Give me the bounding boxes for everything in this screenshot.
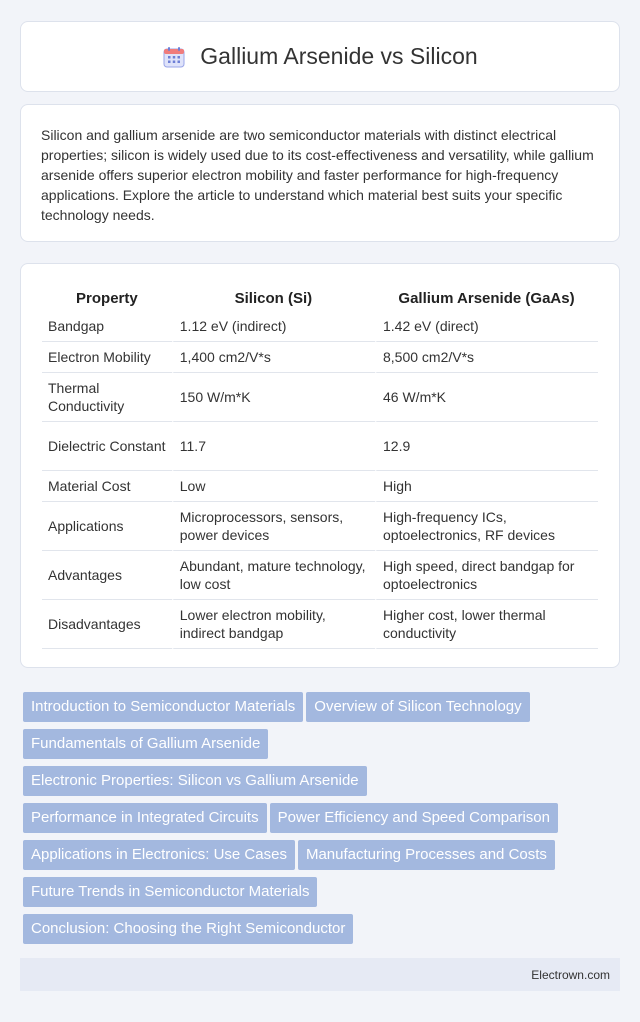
table-row bbox=[42, 373, 598, 422]
table-cell: Applications bbox=[42, 502, 172, 551]
table-row bbox=[42, 502, 598, 551]
tag-conclusion[interactable]: Conclusion: Choosing the Right Semiconductor bbox=[23, 914, 353, 944]
table-row bbox=[42, 311, 598, 342]
tag-silicon-overview[interactable]: Overview of Silicon Technology bbox=[306, 692, 529, 722]
table-row bbox=[42, 471, 598, 502]
footer bbox=[20, 958, 620, 991]
title-card bbox=[20, 21, 620, 92]
table-header-row bbox=[42, 284, 598, 311]
table-row bbox=[42, 342, 598, 373]
table-row bbox=[42, 551, 598, 600]
tag-manufacturing[interactable]: Manufacturing Processes and Costs bbox=[298, 840, 555, 870]
table-cell: Electron Mobility bbox=[42, 342, 172, 373]
table-cell: 1.42 eV (direct) bbox=[375, 311, 598, 342]
intro-text: Silicon and gallium arsenide are two semiconductor materials with distinct electrical properties; silicon is widely used due to its cost-effectiveness and versatility, while gallium arsenide offers superior electron mobility and faster performance for high-frequency applications. Explore the article to understand which material best suits your specific technology needs. bbox=[41, 127, 594, 223]
table-cell: 12.9 bbox=[375, 422, 598, 471]
table-cell: Dielectric Constant bbox=[42, 422, 172, 471]
table-header-cell: Property bbox=[76, 290, 138, 307]
table-cell: 8,500 cm2/V*s bbox=[375, 342, 598, 373]
table-cell: Material Cost bbox=[42, 471, 172, 502]
tag-future-trends[interactable]: Future Trends in Semiconductor Materials bbox=[23, 877, 317, 907]
comparison-table-card bbox=[20, 263, 620, 668]
table-cell: Disadvantages bbox=[42, 600, 172, 649]
table-cell: High speed, direct bandgap for optoelectronics bbox=[375, 551, 598, 600]
table-row bbox=[42, 422, 598, 471]
table-cell: 1,400 cm2/V*s bbox=[172, 342, 375, 373]
tag-electronic-properties[interactable]: Electronic Properties: Silicon vs Gallium Arsenide bbox=[23, 766, 367, 796]
tag-integrated-circuits[interactable]: Performance in Integrated Circuits bbox=[23, 803, 267, 833]
calendar-icon bbox=[162, 45, 186, 69]
table-cell: 46 W/m*K bbox=[375, 373, 598, 422]
tag-power-efficiency[interactable]: Power Efficiency and Speed Comparison bbox=[270, 803, 558, 833]
tag-introduction[interactable]: Introduction to Semiconductor Materials bbox=[23, 692, 303, 722]
page-title: Gallium Arsenide vs Silicon bbox=[200, 43, 478, 69]
table-cell: High-frequency ICs, optoelectronics, RF devices bbox=[375, 502, 598, 551]
table-row bbox=[42, 600, 598, 649]
table-cell: Lower electron mobility, indirect bandgap bbox=[172, 600, 375, 649]
tag-gaas-fundamentals[interactable]: Fundamentals of Gallium Arsenide bbox=[23, 729, 268, 759]
table-cell: 1.12 eV (indirect) bbox=[172, 311, 375, 342]
table-cell: 150 W/m*K bbox=[172, 373, 375, 422]
table-cell: Bandgap bbox=[42, 311, 172, 342]
tag-applications[interactable]: Applications in Electronics: Use Cases bbox=[23, 840, 295, 870]
table-cell: Abundant, mature technology, low cost bbox=[172, 551, 375, 600]
table-cell: 11.7 bbox=[172, 422, 375, 471]
comparison-table bbox=[42, 284, 598, 649]
table-cell: Advantages bbox=[42, 551, 172, 600]
table-cell: Higher cost, lower thermal conductivity bbox=[375, 600, 598, 649]
table-cell: High bbox=[375, 471, 598, 502]
intro-card bbox=[20, 104, 620, 242]
table-header-cell: Gallium Arsenide (GaAs) bbox=[398, 290, 575, 307]
footer-site[interactable]: Electrown.com bbox=[531, 967, 610, 982]
table-cell: Thermal Conductivity bbox=[42, 373, 172, 422]
topic-tags bbox=[23, 692, 603, 951]
table-header-cell: Silicon (Si) bbox=[234, 290, 313, 307]
table-cell: Microprocessors, sensors, power devices bbox=[172, 502, 375, 551]
table-cell: Low bbox=[172, 471, 375, 502]
